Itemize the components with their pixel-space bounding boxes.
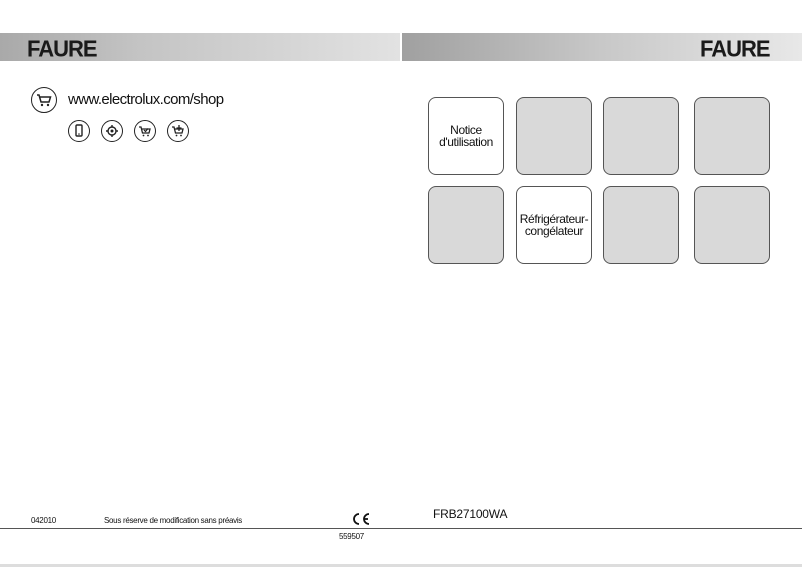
tile-blank: [603, 97, 679, 175]
gear-service-icon: [101, 120, 123, 142]
ce-mark-icon: [350, 512, 372, 526]
tile-blank: [603, 186, 679, 264]
tile-blank: [428, 186, 504, 264]
model-number: FRB27100WA: [433, 507, 508, 521]
tile-notice-utilisation: Notice d'utilisation: [428, 97, 504, 175]
date-code: 042010: [31, 516, 56, 525]
shopping-cart-icon: [31, 87, 57, 113]
disclaimer-text: Sous réserve de modification sans préavis: [104, 516, 242, 525]
cart-plus-icon: [167, 120, 189, 142]
faure-logo-left: FAURE: [27, 35, 97, 62]
tile-refrigerateur-congelateur: Réfrigérateur- congélateur: [516, 186, 592, 264]
tile-blank: [516, 97, 592, 175]
shop-url-link[interactable]: www.electrolux.com/shop: [68, 91, 224, 108]
footer-divider: [0, 528, 802, 529]
tile-blank: [694, 186, 770, 264]
tile-blank: [694, 97, 770, 175]
cart-check-icon: [134, 120, 156, 142]
smartphone-icon: [68, 120, 90, 142]
part-number: 559507: [339, 532, 364, 541]
faure-logo-right: FAURE: [700, 35, 770, 62]
